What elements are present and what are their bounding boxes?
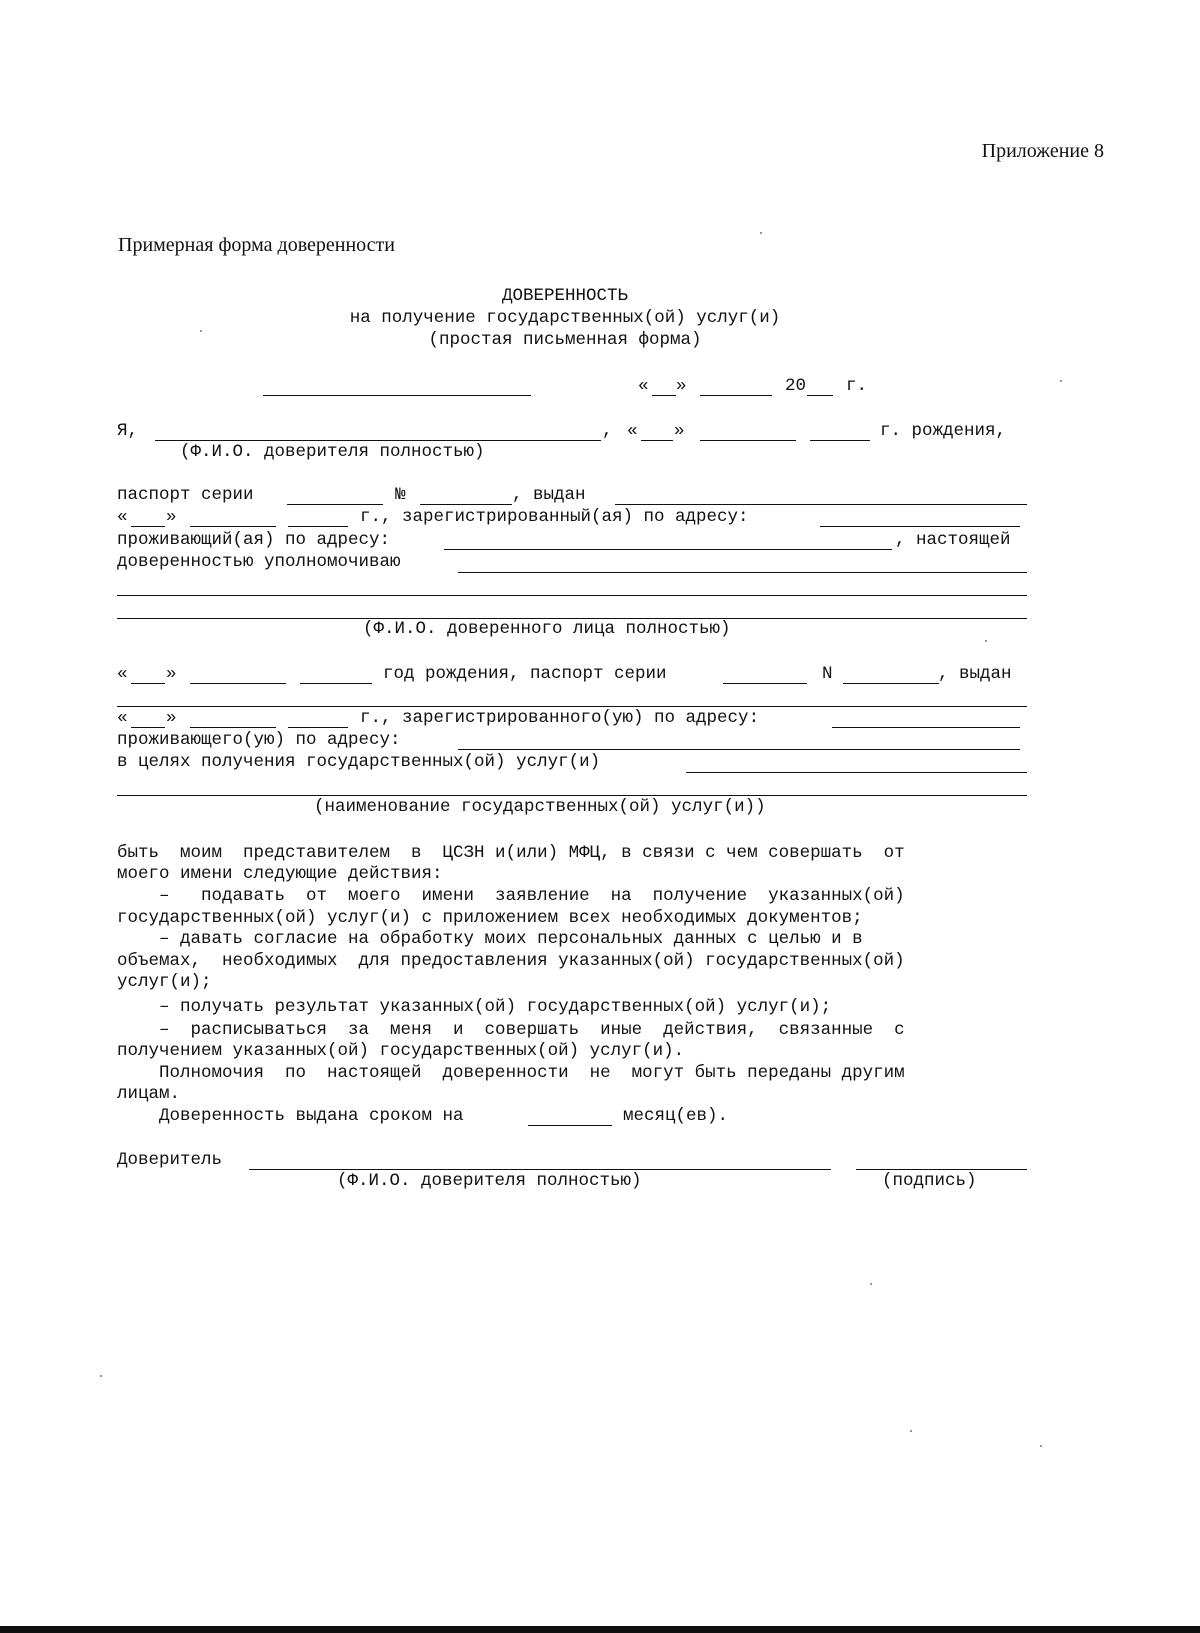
principal-birth-label: г. рождения,	[880, 421, 1007, 441]
service-name-blank-2	[117, 795, 1027, 796]
scan-speck	[985, 640, 987, 642]
representative-fio-blank-1	[458, 572, 1027, 573]
principal-issue-month-blank	[190, 526, 276, 527]
body-line-9: – расписываться за меня и совершать иные действия, связанные с	[117, 1020, 905, 1040]
scan-speck	[100, 1375, 102, 1377]
date-year-blank	[807, 395, 833, 396]
scan-speck	[200, 330, 202, 332]
document-form-type: (простая письменная форма)	[428, 330, 702, 350]
body-line-7: услуг(и);	[117, 972, 212, 992]
form-title: Примерная форма доверенности	[118, 234, 395, 256]
signature-sign-caption: (подпись)	[882, 1171, 977, 1191]
representative-issued-label: , выдан	[938, 664, 1012, 684]
date-year-suffix: г.	[846, 376, 868, 396]
representative-issue-month-blank	[190, 727, 276, 728]
scan-speck	[1040, 1445, 1042, 1447]
representative-reg-label: г., зарегистрированного(ую) по адресу:	[360, 708, 760, 728]
principal-issued-blank	[615, 504, 1027, 505]
document-subtitle: на получение государственных(ой) услуг(и)	[349, 308, 781, 328]
scan-speck	[910, 1430, 912, 1432]
representative-passport-series-blank	[723, 683, 807, 684]
representative-issued-blank	[117, 706, 1027, 707]
principal-birth-quote-close: »	[674, 421, 685, 441]
date-year-prefix: 20	[785, 376, 807, 396]
body-line-3: – подавать от моего имени заявление на получение указанных(ой)	[117, 886, 905, 906]
principal-fio-blank	[155, 440, 601, 441]
principal-number-sign: №	[395, 485, 406, 505]
principal-issued-label: , выдан	[512, 485, 586, 505]
term-unit-label: месяц(ев).	[623, 1106, 729, 1126]
representative-birth-month-blank	[190, 683, 286, 684]
body-line-8: – получать результат указанных(ой) государственных(ой) услуг(и);	[117, 997, 832, 1017]
principal-passport-label: паспорт серии	[117, 485, 254, 505]
signature-fio-blank	[249, 1169, 831, 1170]
scan-bottom-edge	[0, 1626, 1200, 1633]
body-line-5: – давать согласие на обработку моих персональных данных с целью и в	[117, 929, 863, 949]
representative-issue-year-blank	[288, 727, 348, 728]
principal-birth-year-blank	[810, 440, 870, 441]
representative-fio-caption: (Ф.И.О. доверенного лица полностью)	[363, 619, 731, 639]
representative-birth-quote-close: »	[166, 664, 177, 684]
principal-passport-number-blank	[420, 504, 512, 505]
principal-fio-caption: (Ф.И.О. доверителя полностью)	[180, 442, 485, 462]
service-name-caption: (наименование государственных(ой) услуг(и))	[314, 797, 766, 817]
body-line-12: лицам.	[117, 1084, 181, 1104]
representative-issue-quote-close: »	[166, 708, 177, 728]
date-quote-close: »	[676, 376, 687, 396]
representative-passport-number-blank	[843, 683, 939, 684]
principal-issue-quote-open: «	[117, 507, 128, 527]
body-line-2: моего имени следующие действия:	[117, 864, 443, 884]
body-line-4: государственных(ой) услуг(и) с приложением всех необходимых документов;	[117, 908, 863, 928]
representative-birth-day-blank	[131, 683, 165, 684]
body-line-11: Полномочия по настоящей доверенности не могут быть переданы другим	[117, 1063, 905, 1083]
date-day-blank	[652, 395, 676, 396]
representative-living-label: проживающего(ую) по адресу:	[117, 730, 401, 750]
principal-issue-quote-close: »	[166, 507, 177, 527]
principal-hereby-label: , настоящей	[895, 530, 1011, 550]
principal-issue-year-blank	[288, 526, 348, 527]
body-line-6: объемах, необходимых для предоставления указанных(ой) государственных(ой)	[117, 951, 905, 971]
appendix-label: Приложение 8	[981, 140, 1104, 162]
scan-speck	[760, 232, 762, 234]
representative-living-blank	[458, 749, 1020, 750]
representative-number-sign: N	[822, 664, 833, 684]
representative-issue-day-blank	[131, 727, 165, 728]
authorize-label: доверенностью уполномочиваю	[117, 552, 401, 572]
representative-issue-quote-open: «	[117, 708, 128, 728]
principal-reg-blank	[820, 526, 1020, 527]
representative-birth-quote-open: «	[117, 664, 128, 684]
representative-reg-blank	[832, 727, 1020, 728]
principal-reg-label: г., зарегистрированный(ая) по адресу:	[360, 507, 749, 527]
principal-living-blank	[444, 549, 892, 550]
signature-label: Доверитель	[117, 1150, 223, 1170]
term-label: Доверенность выдана сроком на	[117, 1106, 464, 1126]
term-months-blank	[528, 1125, 612, 1126]
service-name-blank-1	[686, 772, 1027, 773]
date-quote-open: «	[638, 376, 649, 396]
principal-living-label: проживающий(ая) по адресу:	[117, 530, 391, 550]
principal-i-label: Я,	[117, 421, 139, 441]
signature-fio-caption: (Ф.И.О. доверителя полностью)	[337, 1171, 642, 1191]
principal-birth-quote-open: «	[627, 421, 638, 441]
principal-comma: ,	[602, 421, 613, 441]
body-line-1: быть моим представителем в ЦСЗН и(или) МФЦ, в связи с чем совершать от	[117, 843, 905, 863]
representative-fio-blank-2	[117, 595, 1027, 596]
principal-birth-day-blank	[641, 440, 673, 441]
document-title: ДОВЕРЕННОСТЬ	[501, 286, 629, 306]
purpose-label: в целях получения государственных(ой) услуг(и)	[117, 752, 601, 772]
principal-birth-month-blank	[700, 440, 796, 441]
representative-birth-label: год рождения, паспорт серии	[383, 664, 667, 684]
scan-speck	[870, 1283, 872, 1285]
signature-sign-blank	[856, 1169, 1027, 1170]
scan-speck	[1060, 380, 1062, 382]
place-blank	[263, 395, 531, 396]
representative-birth-year-blank	[300, 683, 372, 684]
body-line-10: получением указанных(ой) государственных(ой) услуг(и).	[117, 1041, 685, 1061]
principal-passport-series-blank	[287, 504, 383, 505]
principal-issue-day-blank	[131, 526, 165, 527]
date-month-blank	[700, 395, 772, 396]
